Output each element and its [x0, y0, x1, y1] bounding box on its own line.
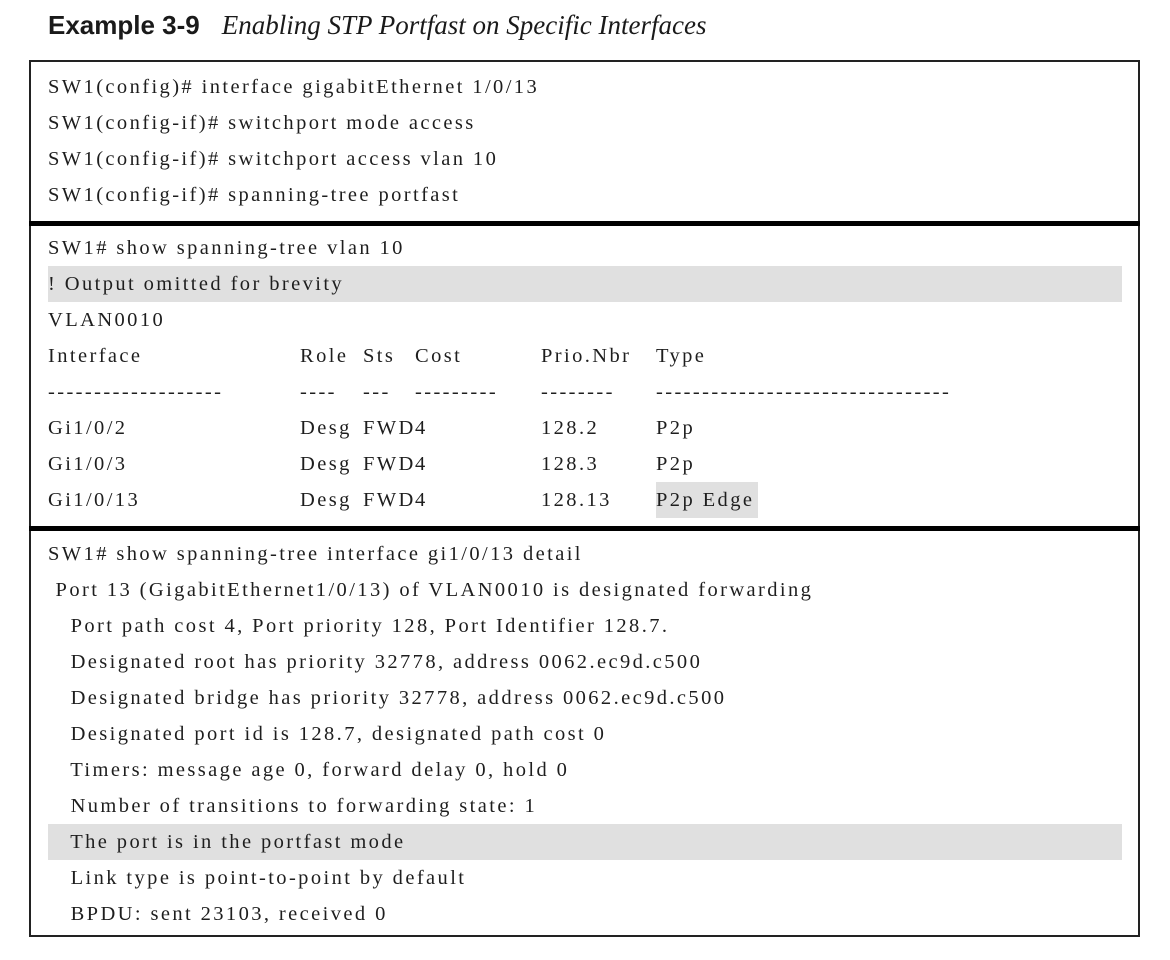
- cost-cell: 4: [415, 489, 428, 511]
- output-omitted-comment: ! Output omitted for brevity: [48, 266, 1122, 302]
- header-interface: Interface: [48, 345, 143, 367]
- config-line: SW1(config)# interface gigabitEthernet 1/0/13: [48, 76, 540, 98]
- separator: -------------------: [48, 381, 224, 403]
- section-divider: [29, 526, 1140, 531]
- role-cell: Desg: [300, 453, 352, 475]
- header-role: Role: [300, 345, 349, 367]
- type-cell: P2p: [656, 417, 696, 439]
- portfast-mode-line: The port is in the portfast mode: [48, 824, 1122, 860]
- example-title: Enabling STP Portfast on Specific Interfaces: [221, 10, 707, 40]
- detail-line: Port path cost 4, Port priority 128, Port Identifier 128.7.: [48, 615, 670, 637]
- show-vlan-command: SW1# show spanning-tree vlan 10: [48, 237, 405, 259]
- header-prio-nbr: Prio.Nbr: [541, 345, 632, 367]
- show-detail-command: SW1# show spanning-tree interface gi1/0/13 detail: [48, 543, 583, 565]
- detail-line: Link type is point-to-point by default: [48, 867, 467, 889]
- separator: ----: [300, 381, 337, 403]
- separator: ---: [363, 381, 391, 403]
- header-type: Type: [656, 345, 707, 367]
- prio-nbr-cell: 128.3: [541, 453, 600, 475]
- role-cell: Desg: [300, 489, 352, 511]
- section-divider: [29, 221, 1140, 226]
- config-line: SW1(config-if)# switchport mode access: [48, 112, 476, 134]
- detail-line: BPDU: sent 23103, received 0: [48, 903, 388, 925]
- separator: --------: [541, 381, 615, 403]
- cost-cell: 4: [415, 417, 428, 439]
- detail-line: Number of transitions to forwarding state: 1: [48, 795, 538, 817]
- header-sts: Sts: [363, 345, 396, 367]
- sts-cell: FWD: [363, 489, 416, 511]
- header-cost: Cost: [415, 345, 463, 367]
- config-line: SW1(config-if)# spanning-tree portfast: [48, 184, 461, 206]
- detail-line: Timers: message age 0, forward delay 0, hold 0: [48, 759, 570, 781]
- type-cell: P2p: [656, 453, 696, 475]
- separator: ---------: [415, 381, 499, 403]
- config-line: SW1(config-if)# switchport access vlan 10: [48, 148, 499, 170]
- example-caption: [48, 8, 706, 42]
- separator: --------------------------------: [656, 381, 952, 403]
- sts-cell: FWD: [363, 417, 416, 439]
- interface-cell: Gi1/0/13: [48, 489, 141, 511]
- example-number: Example 3-9: [48, 10, 200, 40]
- type-cell-highlighted: P2p Edge: [656, 482, 758, 518]
- detail-line: Port 13 (GigabitEthernet1/0/13) of VLAN0010 is designated forwarding: [48, 579, 814, 601]
- interface-cell: Gi1/0/2: [48, 417, 128, 439]
- detail-line: Designated root has priority 32778, address 0062.ec9d.c500: [48, 651, 703, 673]
- cost-cell: 4: [415, 453, 428, 475]
- prio-nbr-cell: 128.2: [541, 417, 600, 439]
- detail-line: Designated bridge has priority 32778, address 0062.ec9d.c500: [48, 687, 727, 709]
- vlan-name: VLAN0010: [48, 309, 166, 331]
- prio-nbr-cell: 128.13: [541, 489, 612, 511]
- role-cell: Desg: [300, 417, 352, 439]
- detail-line: Designated port id is 128.7, designated path cost 0: [48, 723, 607, 745]
- sts-cell: FWD: [363, 453, 416, 475]
- interface-cell: Gi1/0/3: [48, 453, 128, 475]
